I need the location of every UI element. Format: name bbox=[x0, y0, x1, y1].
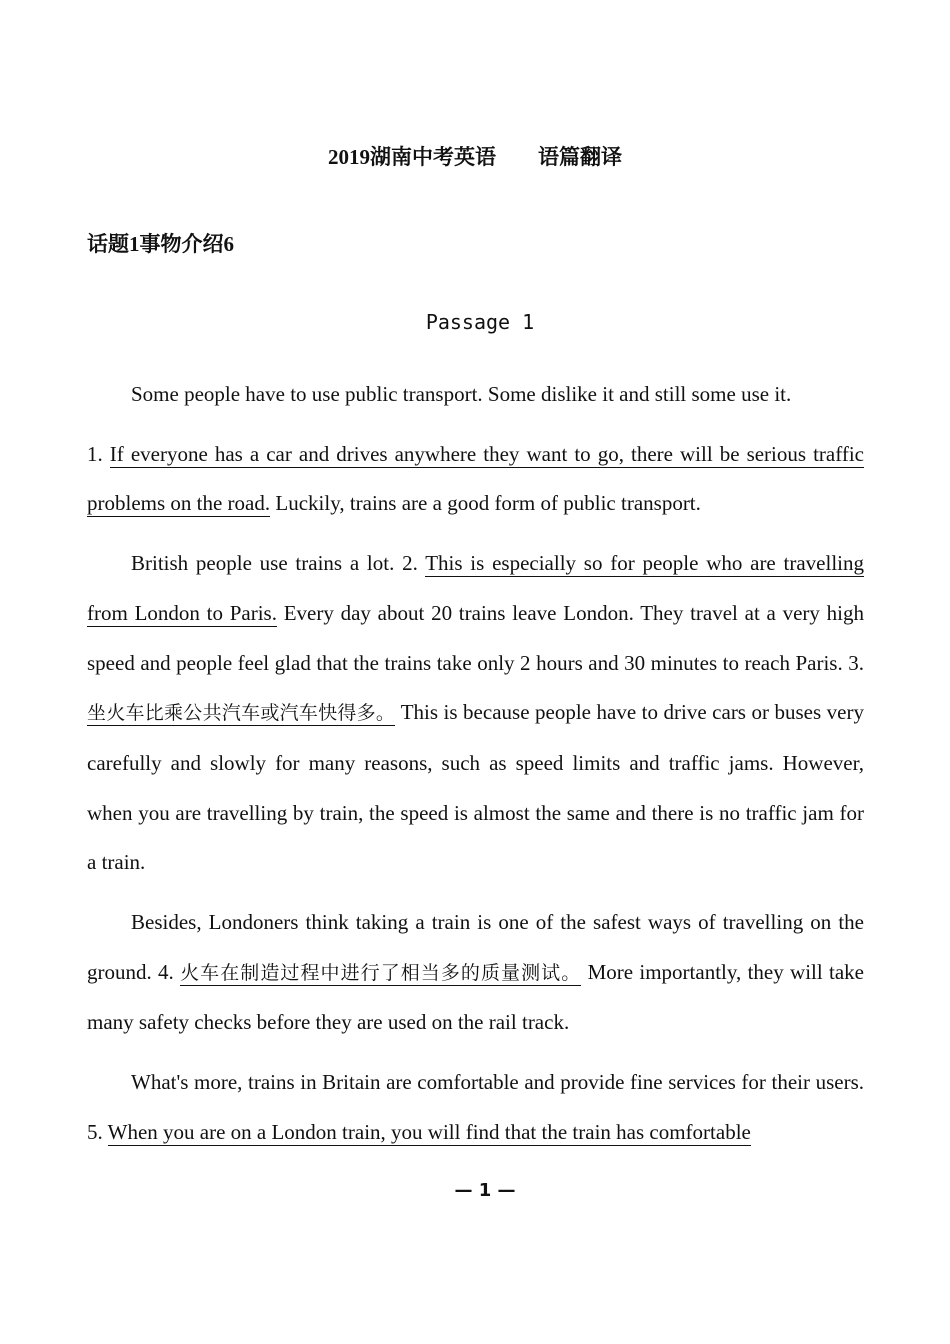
paragraph-text: Every day about 20 trains leave London. They travel at a very high speed and people feel glad that the trains take only 2 hours and 30 minutes to reach Paris. 3. bbox=[87, 600, 864, 675]
paragraph-text: Some people have to use public transport. Some dislike it and still some use it. bbox=[131, 382, 792, 406]
underlined-sentence-4: 火车在制造过程中进行了相当多的质量测试。 bbox=[180, 961, 582, 984]
passage-body bbox=[87, 370, 864, 1168]
paragraph-5 bbox=[87, 1058, 864, 1157]
passage-heading: Passage 1 bbox=[425, 310, 535, 334]
paragraph-text: British people use trains a lot. 2. bbox=[131, 551, 426, 576]
paragraph-text: Luckily, trains are a good form of public transport. bbox=[270, 491, 701, 516]
paragraph-text: More importantly, they will take many safety checks before they are used on the rail track. bbox=[87, 959, 864, 1035]
paragraph-text: What's more, trains in Britain are comfortable and provide fine services for their users. 5. bbox=[87, 1070, 864, 1144]
paragraph-1 bbox=[87, 370, 864, 420]
paragraph-4 bbox=[87, 898, 864, 1048]
paragraph-text: This is because people have to drive cars or buses very carefully and slowly for many reasons, such as speed limits and traffic jams. However, when you are travelling by train, the speed is almost the same and there is no traffic jam for a train. bbox=[87, 700, 864, 875]
underlined-sentence-2: This is especially so for people who are travelling from London to Paris. bbox=[87, 551, 864, 625]
topic-heading: 话题1事物介绍6 bbox=[87, 232, 234, 256]
underlined-sentence-5: When you are on a London train, you will find that the train has comfortable bbox=[107, 1119, 751, 1144]
paragraph-text: Besides, Londoners think taking a train is one of the safest ways of travelling on the ground. 4. bbox=[87, 910, 864, 984]
item-number: 1. bbox=[87, 441, 110, 466]
underlined-sentence-1: If everyone has a car and drives anywhere they want to go, there will be serious traffic problems on the road. bbox=[87, 441, 865, 516]
page-number: — 1 — bbox=[454, 1180, 516, 1201]
paragraph-2 bbox=[87, 430, 864, 529]
paragraph-3 bbox=[87, 539, 864, 888]
underlined-sentence-3: 坐火车比乘公共汽车或汽车快得多。 bbox=[87, 702, 396, 725]
page-title: 2019湖南中考英语 语篇翻译 bbox=[328, 145, 622, 169]
